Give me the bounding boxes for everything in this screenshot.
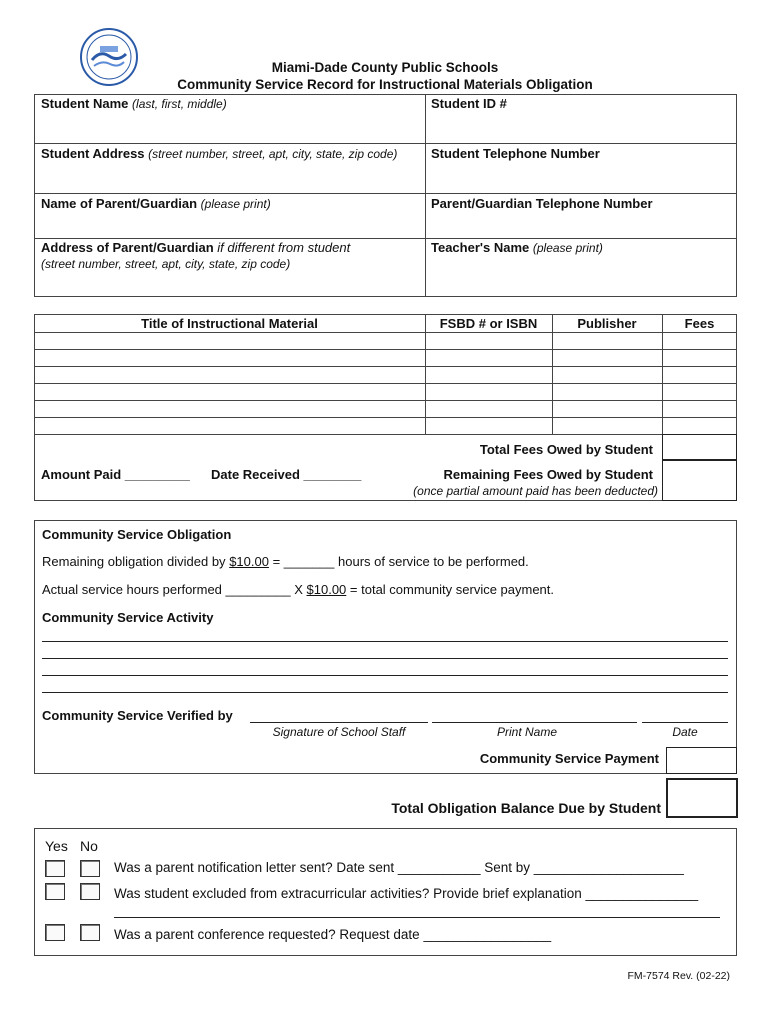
parent-name-hint: (please print) xyxy=(200,197,271,211)
form-title: Community Service Record for Instructional Materials Obligation xyxy=(177,77,593,92)
col-isbn: FSBD # or ISBN xyxy=(439,316,538,331)
obligation-line-1-tail: = _______ hours of service to be performed. xyxy=(272,554,529,569)
obligation-line-2 xyxy=(42,582,554,597)
print-name-caption: Print Name xyxy=(496,725,558,739)
parent-address-hint: if different from student xyxy=(217,240,351,255)
student-name-label: Student Name xyxy=(41,96,129,111)
yes-header: Yes xyxy=(45,838,68,854)
signature-line[interactable] xyxy=(250,722,428,723)
total-fees-box[interactable] xyxy=(662,434,737,460)
student-name-field[interactable] xyxy=(41,96,227,111)
student-address-field[interactable] xyxy=(41,146,397,161)
rate-value-2: $10.00 xyxy=(306,582,347,597)
amount-paid-field[interactable]: Amount Paid _________ xyxy=(41,467,190,482)
no-header: No xyxy=(80,838,98,854)
obligation-line-2-text: Actual service hours performed _________ X xyxy=(42,582,303,597)
explanation-line[interactable] xyxy=(114,917,720,918)
parent-phone-field[interactable]: Parent/Guardian Telephone Number xyxy=(431,196,653,211)
date-received-field[interactable]: Date Received ________ xyxy=(211,467,362,482)
balance-box[interactable] xyxy=(666,778,738,818)
q3-no-checkbox[interactable] xyxy=(80,924,100,941)
total-fees-label: Total Fees Owed by Student xyxy=(479,442,653,457)
parent-address-field[interactable] xyxy=(41,240,350,255)
activity-line-4[interactable] xyxy=(42,692,728,693)
q3-yes-checkbox[interactable] xyxy=(45,924,65,941)
district-name: Miami-Dade County Public Schools xyxy=(271,60,499,75)
activity-line-1[interactable] xyxy=(42,641,728,642)
activity-line-2[interactable] xyxy=(42,658,728,659)
q2-yes-checkbox[interactable] xyxy=(45,883,65,900)
question-2: Was student excluded from extracurricular activities? Provide brief explanation _______________ xyxy=(114,886,699,901)
parent-name-field[interactable] xyxy=(41,196,271,211)
form-number: FM-7574 Rev. (02-22) xyxy=(627,970,730,982)
parent-address-label: Address of Parent/Guardian xyxy=(41,240,214,255)
activity-line-3[interactable] xyxy=(42,675,728,676)
remaining-fees-label: Remaining Fees Owed by Student xyxy=(443,467,653,482)
date-line[interactable] xyxy=(642,722,728,723)
q2-no-checkbox[interactable] xyxy=(80,883,100,900)
obligation-line-1 xyxy=(42,554,529,569)
payment-label: Community Service Payment xyxy=(479,751,659,766)
col-title: Title of Instructional Material xyxy=(141,316,318,331)
q1-no-checkbox[interactable] xyxy=(80,860,100,877)
question-1: Was a parent notification letter sent? Date sent ___________ Sent by ____________________ xyxy=(114,860,684,875)
student-address-hint: (street number, street, apt, city, state, zip code) xyxy=(148,147,398,161)
obligation-heading: Community Service Obligation xyxy=(42,527,232,542)
parent-address-hint2: (street number, street, apt, city, state, zip code) xyxy=(41,257,291,271)
balance-label: Total Obligation Balance Due by Student xyxy=(391,800,661,816)
obligation-line-1-text: Remaining obligation divided by xyxy=(42,554,226,569)
rate-value: $10.00 xyxy=(229,554,269,569)
question-3: Was a parent conference requested? Request date _________________ xyxy=(114,927,552,942)
verified-label: Community Service Verified by xyxy=(42,708,233,723)
remaining-fees-box[interactable] xyxy=(662,460,737,501)
date-caption: Date xyxy=(672,725,698,739)
obligation-line-2-tail: = total community service payment. xyxy=(349,582,555,597)
teacher-name-field[interactable] xyxy=(431,240,603,255)
student-phone-field[interactable]: Student Telephone Number xyxy=(431,146,600,161)
teacher-name-hint: (please print) xyxy=(532,241,603,255)
student-address-label: Student Address xyxy=(41,146,145,161)
activity-heading: Community Service Activity xyxy=(42,610,214,625)
payment-box[interactable] xyxy=(666,747,737,774)
remaining-fees-hint: (once partial amount paid has been deducted) xyxy=(413,484,658,498)
col-publisher: Publisher xyxy=(577,316,637,331)
student-name-hint: (last, first, middle) xyxy=(132,97,227,111)
signature-caption: Signature of School Staff xyxy=(272,725,406,739)
student-id-field[interactable]: Student ID # xyxy=(431,96,507,111)
print-name-line[interactable] xyxy=(432,722,637,723)
teacher-name-label: Teacher's Name xyxy=(431,240,530,255)
q1-yes-checkbox[interactable] xyxy=(45,860,65,877)
parent-name-label: Name of Parent/Guardian xyxy=(41,196,198,211)
col-fees: Fees xyxy=(684,316,715,331)
